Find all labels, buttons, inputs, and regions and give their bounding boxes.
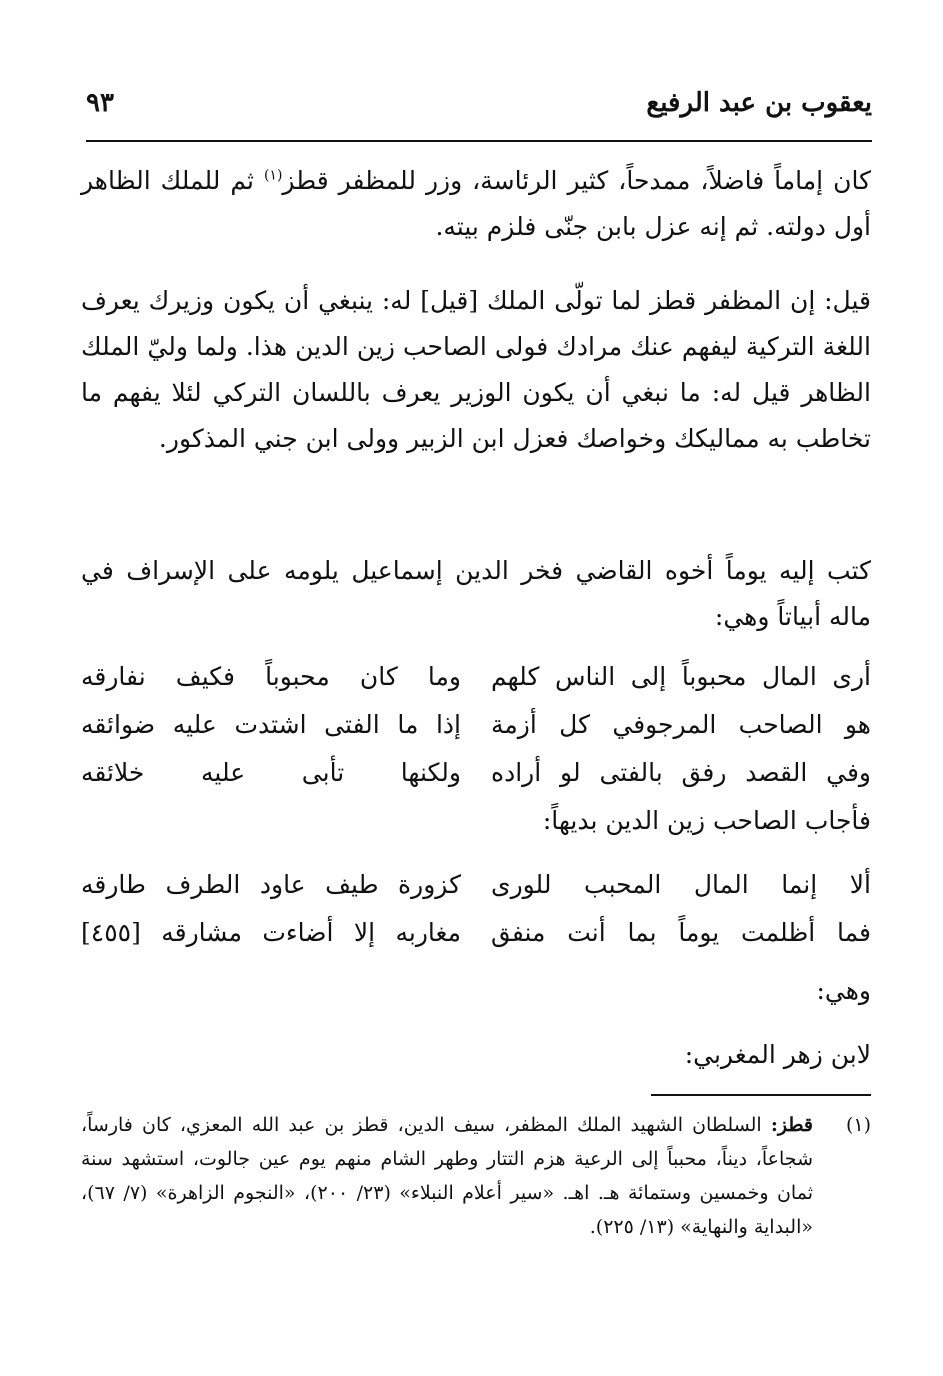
verse-row [81,710,871,758]
verse-second-hemistich: مغاربه إلا أضاءت مشارقه [٤٥٥] [81,918,461,947]
paragraph-1-text-a: كان إماماً فاضلاً، ممدحاً، كثير الرئاسة، وزر للمظفر قطز [282,166,871,195]
footnote-reference[interactable]: (١) [263,167,283,184]
verse-first-hemistich: ألا إنما المال المحبب للورى [491,870,871,899]
running-title: يعقوب بن عبد الرفيع [646,88,872,118]
verse-second-hemistich: ولكنها تأبى عليه خلائقه [81,758,461,787]
footnote-divider [651,1094,871,1096]
verses-block-1 [81,662,871,806]
verse-second-hemistich: إذا ما الفتى اشتدت عليه ضوائقه [81,710,461,739]
verse-first-hemistich: هو الصاحب المرجوفي كل أزمة [491,710,871,739]
wahiya-line: وهي: [816,976,871,1005]
reply-intro: فأجاب الصاحب زين الدين بديهاً: [542,806,871,835]
verse-first-hemistich: وفي القصد رفق بالفتى لو أراده [491,758,871,787]
footnote-number: (١) [845,1114,871,1136]
ibn-zuhr-line: لابن زهر المغربي: [684,1040,871,1069]
page-header [86,88,872,130]
footnote [81,1108,871,1244]
verse-first-hemistich: فما أظلمت يوماً بما أنت منفق [491,918,871,947]
verse-row [81,662,871,710]
verse-row [81,758,871,806]
verse-first-hemistich: أرى المال محبوباً إلى الناس كلهم [491,662,871,691]
footnote-text: السلطان الشهيد الملك المظفر، سيف الدين، قطز بن عبد الله المعزي، كان فارساً، شجاعاً، ديناً، محبباً إلى الرعية هزم التتار وطهر الشام منهم يوم عين جالوت، استشهد سنة ثمان وخمسين وستمائة هـ. اهـ. «سير أعلام النبلاء» (٢٣/ ٢٠٠)، «النجوم الزاهرة» (٧/ ٦٧)، «البداية والنهاية» (١٣/ ٢٢٥). [81,1114,813,1238]
verses-block-2 [81,870,871,966]
verse-second-hemistich: كزورة طيف عاود الطرف طارقه [81,870,461,899]
paragraph-1-text-b: ثم للملك الظاهر أول دولته. ثم إنه عزل بابن جنّى فلزم بيته. [81,166,871,241]
footnote-body [81,1108,813,1244]
paragraph-2: قيل: إن المظفر قطز لما تولّى الملك [قيل] له: ينبغي أن يكون وزيرك يعرف اللغة التركية ليفهم عنك مرادك فولى الصاحب زين الدين هذا. ولما وليّ الملك الظاهر قيل له: ما نبغي أن يكون الوزير يعرف باللسان التركي لئلا يفهم ما تخاطب به مماليكك وخواصك فعزل ابن الزبير وولى ابن جني المذكور. [81,286,871,453]
header-divider [86,140,872,142]
verse-row [81,918,871,966]
paragraph-3: كتب إليه يوماً أخوه القاضي فخر الدين إسماعيل يلومه على الإسراف في ماله أبياتاً وهي: [81,556,871,631]
verse-row [81,870,871,918]
footnote-term: قطز: [770,1114,813,1136]
page-number: ٩٣ [86,88,114,118]
verse-second-hemistich: وما كان محبوباً فكيف نفارقه [81,662,461,691]
paragraph-1 [81,158,871,250]
